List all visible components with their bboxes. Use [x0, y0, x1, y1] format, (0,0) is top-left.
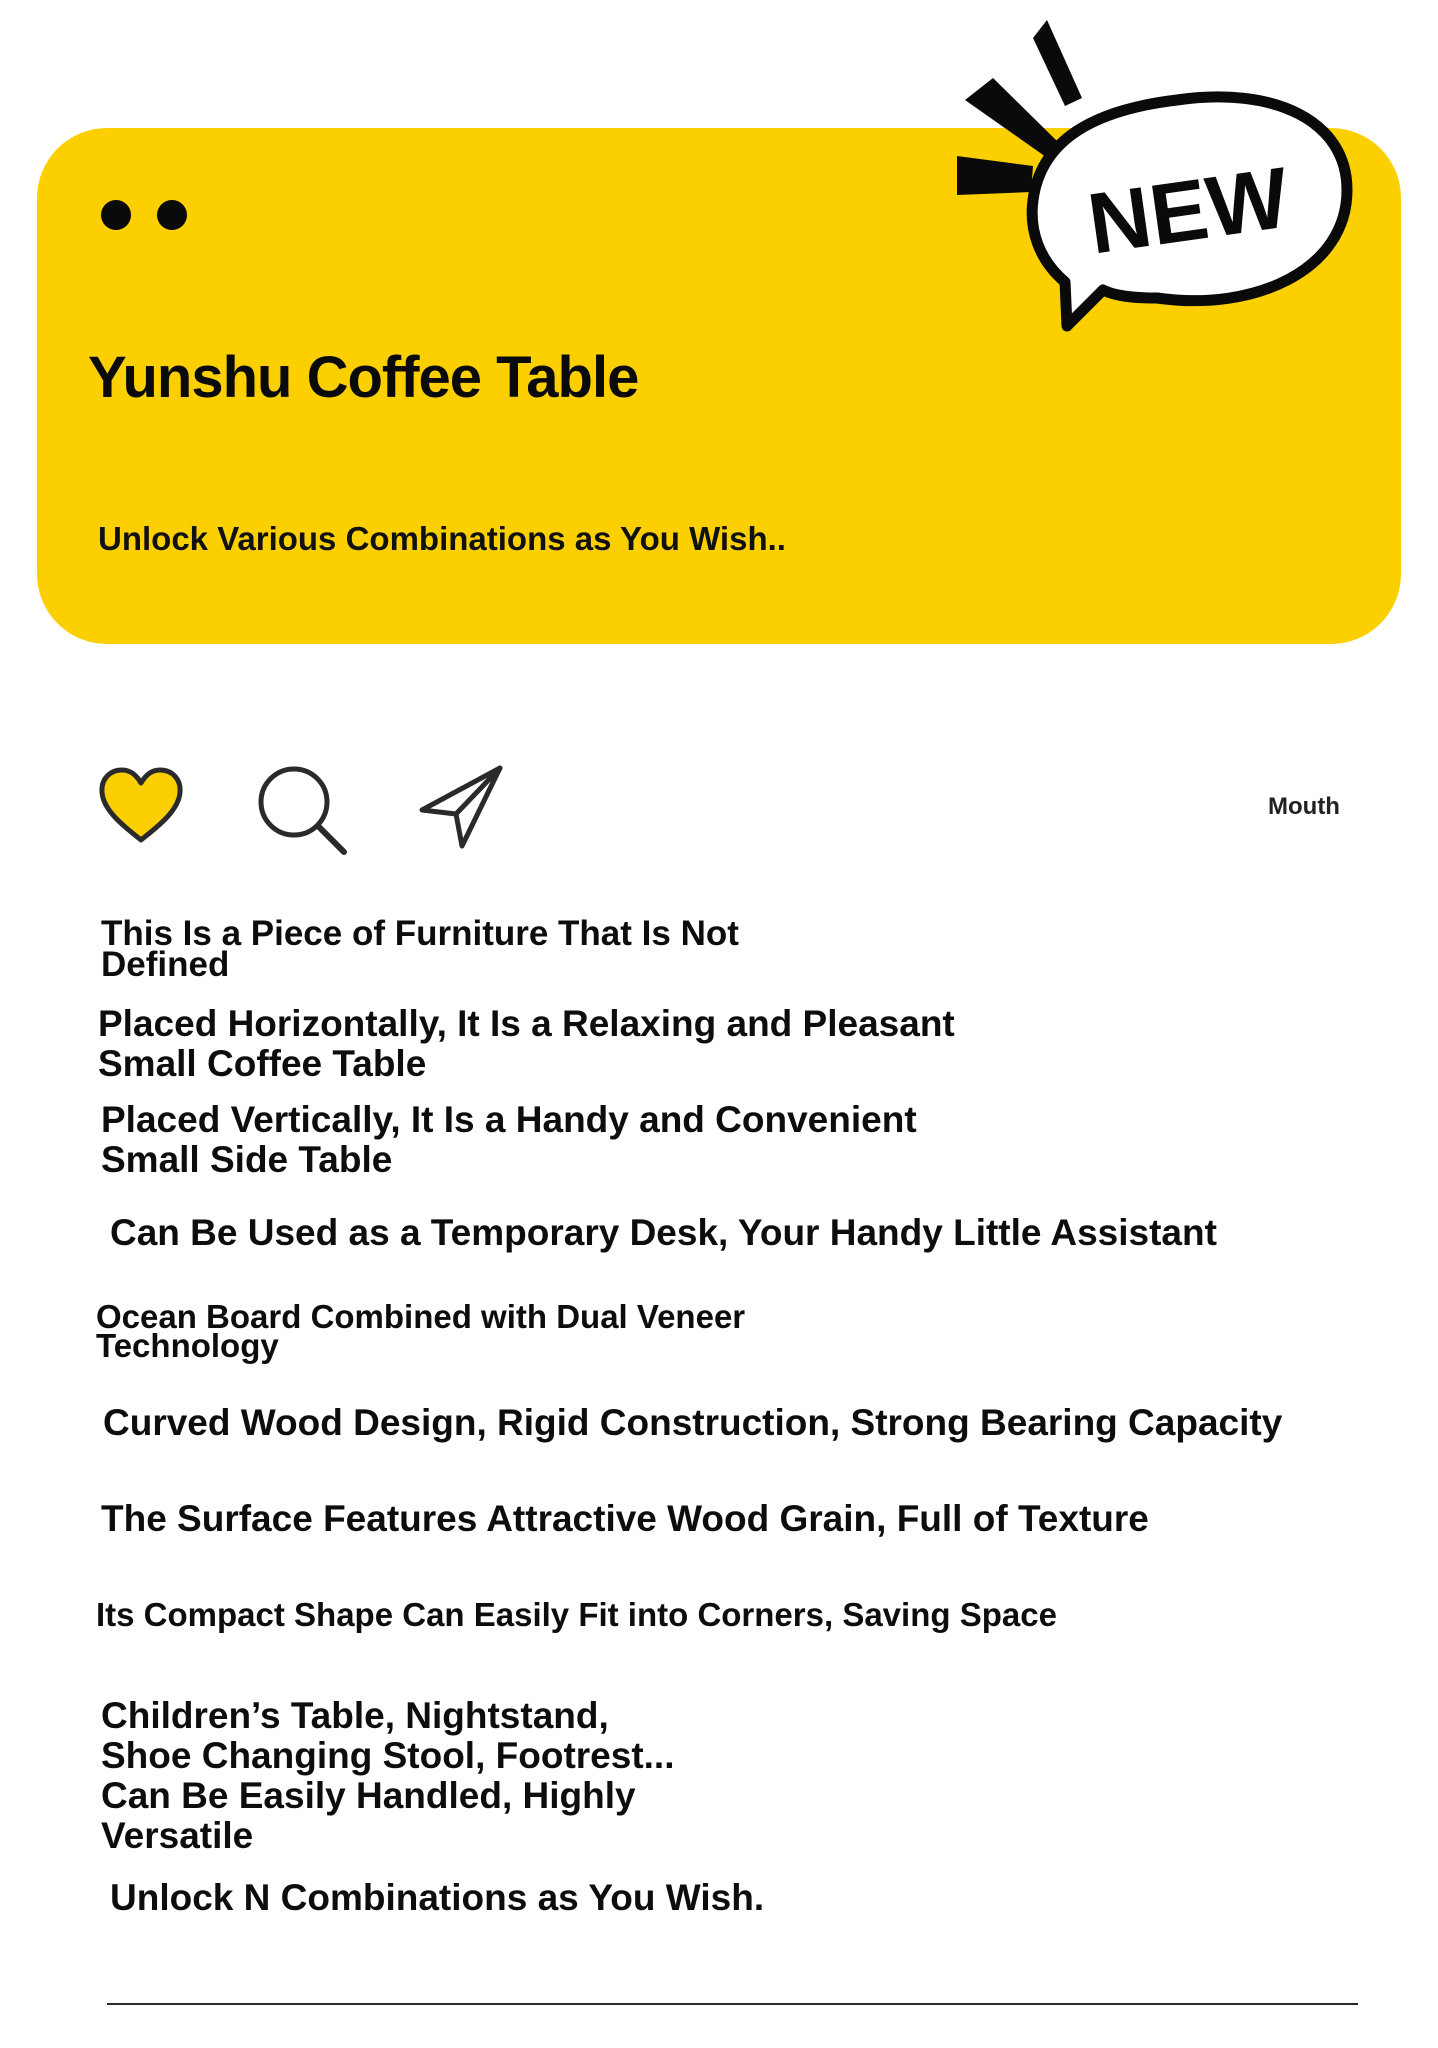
send-icon[interactable] [418, 764, 504, 850]
bottom-divider [107, 2003, 1358, 2005]
page-title: Yunshu Coffee Table [88, 345, 639, 410]
feature-item: Placed Vertically, It Is a Handy and Convenient Small Side Table [101, 1099, 917, 1180]
window-dots [101, 200, 201, 234]
heart-icon[interactable] [97, 766, 185, 846]
mouth-label: Mouth [1268, 793, 1340, 820]
hero-subtitle: Unlock Various Combinations as You Wish.. [98, 520, 786, 557]
burst-stroke-middle [965, 78, 1058, 157]
feature-item: Can Be Used as a Temporary Desk, Your Handy Little Assistant [110, 1212, 1217, 1253]
burst-stroke-left [957, 156, 1033, 195]
feature-item: Ocean Board Combined with Dual Veneer Technology [96, 1298, 746, 1364]
feature-item: Placed Horizontally, It Is a Relaxing and Pleasant Small Coffee Table [98, 1003, 955, 1084]
search-icon[interactable] [256, 764, 348, 856]
feature-item: The Surface Features Attractive Wood Grain, Full of Texture [101, 1498, 1149, 1539]
dot-two [157, 200, 187, 230]
feature-item: Its Compact Shape Can Easily Fit into Corners, Saving Space [96, 1596, 1057, 1633]
new-badge-text: NEW [1082, 149, 1295, 273]
feature-item: This Is a Piece of Furniture That Is Not Defined [101, 914, 739, 984]
burst-stroke-top [1033, 20, 1082, 106]
feature-item: Unlock N Combinations as You Wish. [110, 1877, 765, 1918]
dot-one [101, 200, 131, 230]
feature-item: Children’s Table, Nightstand, Shoe Changing Stool, Footrest... Can Be Easily Handled, Highly Versatile [101, 1695, 675, 1856]
feature-item: Curved Wood Design, Rigid Construction, Strong Bearing Capacity [103, 1402, 1283, 1443]
new-badge [955, 20, 1355, 340]
